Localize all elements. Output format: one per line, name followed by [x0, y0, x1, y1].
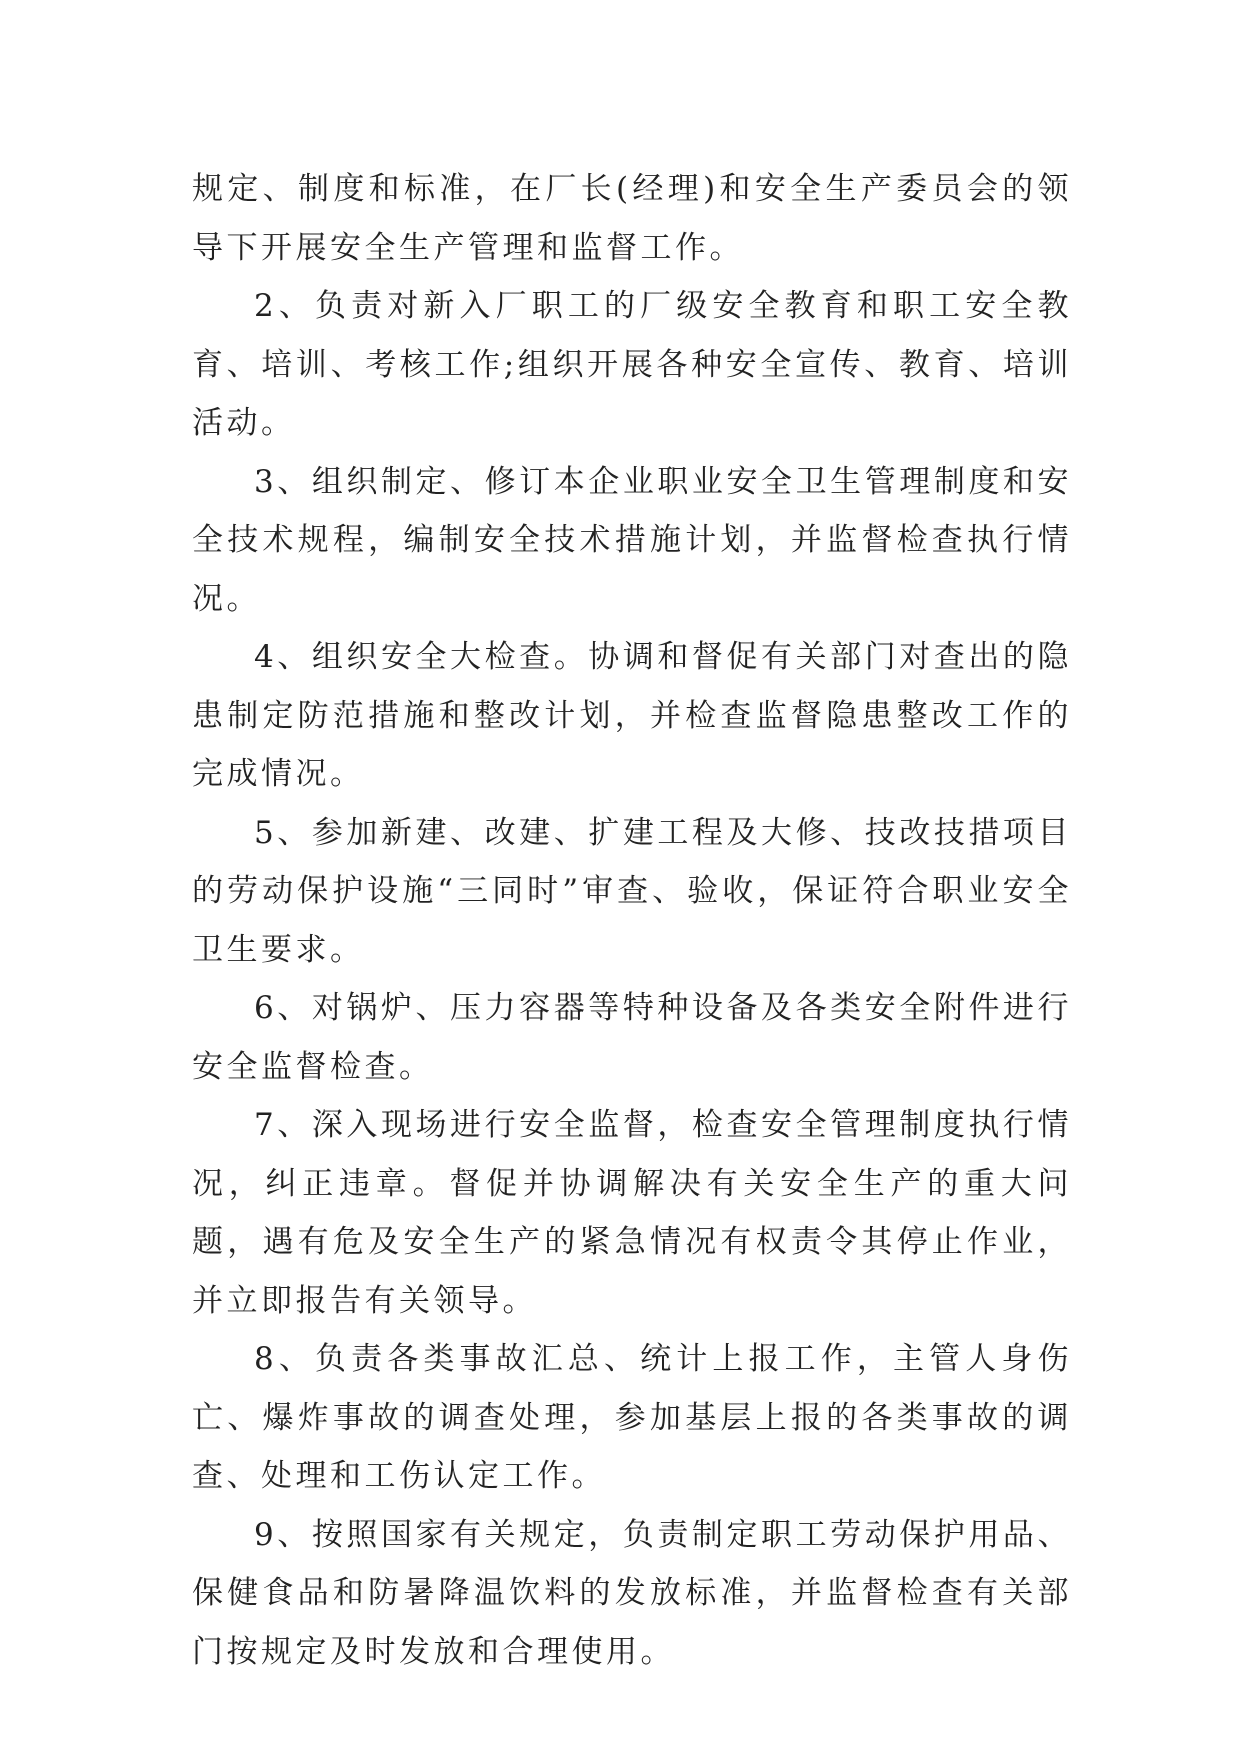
paragraph-item-4: 4、组织安全大检查。协调和督促有关部门对查出的隐患制定防范措施和整改计划，并检查监督隐患整改工作的完成情况。 [192, 639, 1072, 792]
paragraph-1-continued: 规定、制度和标准，在厂长(经理)和安全生产委员会的领导下开展安全生产管理和监督工作。 [192, 171, 1072, 266]
document-body [192, 160, 1072, 1681]
paragraph-item-9: 9、按照国家有关规定，负责制定职工劳动保护用品、保健食品和防暑降温饮料的发放标准，并监督检查有关部门按规定及时发放和合理使用。 [192, 1516, 1072, 1670]
paragraph-item-6: 6、对锅炉、压力容器等特种设备及各类安全附件进行安全监督检查。 [192, 990, 1072, 1085]
paragraph-item-3: 3、组织制定、修订本企业职业安全卫生管理制度和安全技术规程，编制安全技术措施计划，并监督检查执行情况。 [192, 463, 1072, 617]
paragraph-item-8: 8、负责各类事故汇总、统计上报工作，主管人身伤亡、爆炸事故的调查处理，参加基层上报的各类事故的调查、处理和工伤认定工作。 [192, 1341, 1072, 1494]
paragraph-item-5: 5、参加新建、改建、扩建工程及大修、技改技措项目的劳动保护设施“三同时”审查、验收，保证符合职业安全卫生要求。 [192, 814, 1072, 968]
paragraph-item-7: 7、深入现场进行安全监督，检查安全管理制度执行情况，纠正违章。督促并协调解决有关安全生产的重大问题，遇有危及安全生产的紧急情况有权责令其停止作业，并立即报告有关领导。 [192, 1107, 1072, 1319]
paragraph-item-2: 2、负责对新入厂职工的厂级安全教育和职工安全教育、培训、考核工作;组织开展各种安全宣传、教育、培训活动。 [192, 288, 1072, 441]
